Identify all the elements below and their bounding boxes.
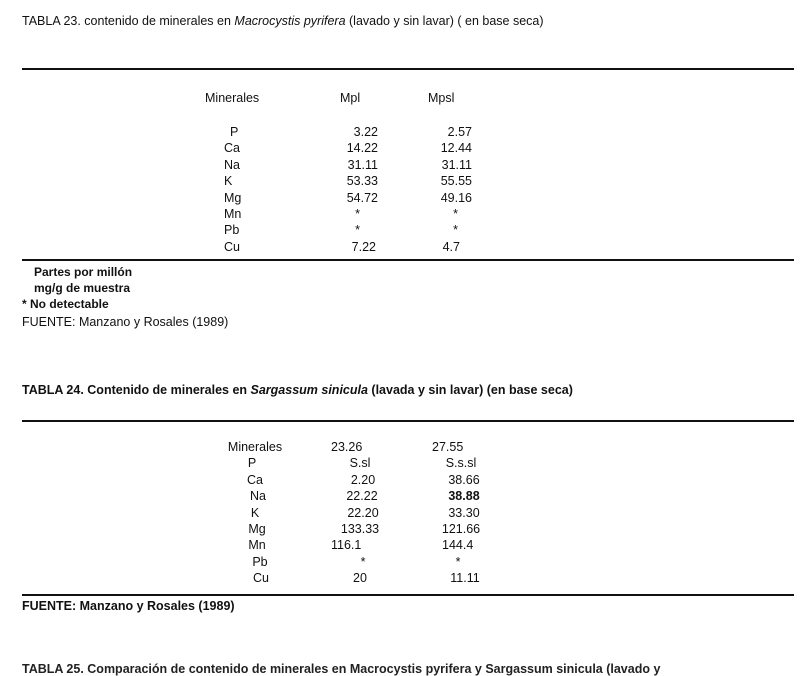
table23-source: FUENTE: Manzano y Rosales (1989) bbox=[22, 315, 229, 329]
table23-top-rule bbox=[22, 68, 794, 70]
table24-col-ssl bbox=[428, 439, 494, 587]
table23-col-minerales bbox=[224, 124, 241, 255]
table23-col-mpsl bbox=[420, 124, 472, 255]
table-cell: P bbox=[247, 456, 257, 471]
table23-note-nd: * No detectable bbox=[22, 297, 109, 311]
table-cell: 31.11 bbox=[441, 157, 472, 172]
table-cell: 55.55 bbox=[440, 174, 472, 189]
table-cell: Mn bbox=[224, 206, 242, 221]
table23-col-mpl bbox=[330, 124, 378, 255]
table-cell: * bbox=[453, 223, 458, 238]
table23-caption bbox=[22, 14, 544, 28]
table-cell: P bbox=[230, 125, 239, 139]
table23-note-ppm: Partes por millón bbox=[34, 265, 133, 279]
table-cell: Na bbox=[224, 157, 240, 172]
table24-col-sl bbox=[327, 439, 393, 587]
table24-col-minerales bbox=[220, 439, 290, 587]
table-cell: 3.22 bbox=[353, 125, 378, 139]
table25-caption-partial: TABLA 25. Comparación de contenido de minerales en Macrocystis pyrifera y Sargassum sinicula (lavado y bbox=[22, 662, 661, 676]
table-cell: 22.20 bbox=[347, 505, 379, 520]
table-cell: 2.57 bbox=[447, 125, 472, 139]
table24-caption bbox=[22, 383, 573, 397]
table-cell: 7.22 bbox=[351, 239, 376, 254]
table-cell: Cu bbox=[253, 571, 269, 586]
table-cell: Mg bbox=[224, 190, 242, 205]
table24-source: FUENTE: Manzano y Rosales (1989) bbox=[22, 599, 235, 613]
table-cell: 11.11 bbox=[450, 571, 480, 586]
table-cell: Ca bbox=[247, 472, 263, 487]
table24-bottom-rule bbox=[22, 594, 794, 596]
table-cell: K bbox=[224, 174, 233, 189]
table-cell: 38.88 bbox=[448, 489, 480, 504]
table-cell: 31.11 bbox=[347, 157, 378, 172]
table-cell: 54.72 bbox=[346, 190, 378, 205]
table-cell: Pb bbox=[224, 223, 240, 238]
table23-caption-species: Macrocystis pyrifera bbox=[234, 14, 350, 28]
table-cell: * bbox=[355, 223, 360, 238]
table24-caption-suffix: (lavada y sin lavar) (en base seca) bbox=[367, 383, 573, 397]
table-cell: * bbox=[455, 554, 461, 569]
table23-header-mpl: Mpl bbox=[340, 91, 361, 105]
table-cell: S.sl bbox=[349, 456, 371, 471]
table24-caption-prefix: TABLA 24. Contenido de minerales en bbox=[22, 383, 251, 397]
table23-header-mpsl: Mpsl bbox=[428, 91, 455, 105]
table23-bottom-rule bbox=[22, 259, 794, 261]
table-cell: 49.16 bbox=[440, 190, 472, 205]
table23-header-minerales: Minerales bbox=[205, 91, 260, 105]
table23-note-mgg: mg/g de muestra bbox=[34, 281, 131, 295]
table-cell: 38.66 bbox=[448, 472, 480, 487]
table24-top-rule bbox=[22, 420, 794, 422]
table-cell: Mn bbox=[248, 538, 266, 553]
table23-caption-prefix: TABLA 23. contenido de minerales en bbox=[22, 14, 235, 28]
table-cell: S.s.sl bbox=[445, 456, 477, 471]
table-cell: 144.4 bbox=[442, 538, 474, 553]
table-cell: * bbox=[355, 206, 360, 221]
table-cell: 4.7 bbox=[442, 239, 460, 254]
table-cell: Pb bbox=[252, 554, 268, 569]
table-cell: 121.66 bbox=[441, 521, 481, 536]
table-cell: Cu bbox=[224, 239, 240, 254]
table-cell: 12.44 bbox=[440, 141, 472, 156]
table-cell: 2.20 bbox=[350, 472, 376, 487]
table-cell: Ca bbox=[224, 141, 240, 156]
table-cell: K bbox=[250, 505, 260, 520]
table-cell: 133.33 bbox=[340, 521, 380, 536]
table-cell: 53.33 bbox=[346, 174, 378, 189]
table-cell: * bbox=[453, 206, 458, 221]
table-cell: 116.1 bbox=[331, 538, 362, 553]
table23-caption-suffix: (lavado y sin lavar) ( en base seca) bbox=[349, 14, 544, 28]
table-cell: 27.55 bbox=[432, 440, 464, 454]
table24-caption-species: Sargassum sinicula bbox=[250, 383, 368, 397]
table-cell: 20 bbox=[353, 571, 367, 586]
table-cell: 33.30 bbox=[448, 505, 480, 520]
table-cell: 23.26 bbox=[331, 440, 363, 454]
table-cell: * bbox=[360, 554, 366, 569]
table-cell: Na bbox=[250, 489, 266, 504]
table-cell: Mg bbox=[248, 521, 266, 536]
table-cell: Minerales bbox=[227, 440, 283, 454]
table-cell: 22.22 bbox=[346, 489, 378, 504]
table-cell: 14.22 bbox=[346, 141, 378, 156]
